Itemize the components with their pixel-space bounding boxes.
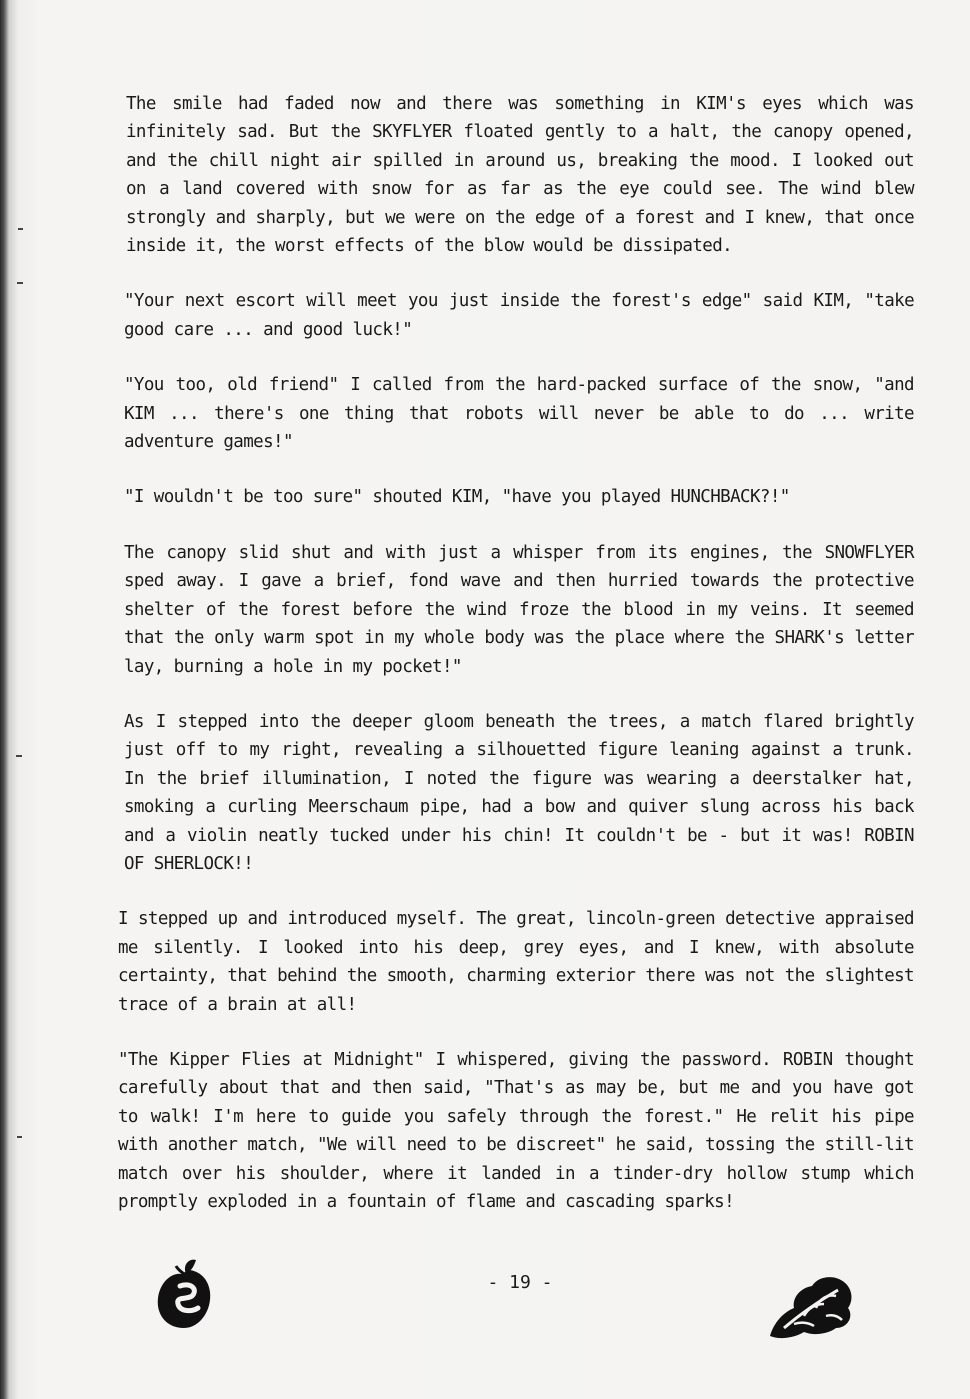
binding-mark xyxy=(16,755,22,757)
apple-logo-icon xyxy=(152,1256,218,1332)
paragraph-2: "Your next escort will meet you just inside the forest's edge" said KIM, "take good care ... and good luck!" xyxy=(124,291,914,340)
binding-mark xyxy=(17,282,23,284)
paragraph-5: The canopy slid shut and with just a whisper from its engines, the SNOWFLYER sped away. I gave a brief, fond wave and then hurried towards the protective shelter of the forest before the wind froze the blood in my veins. It seemed that the only warm spot in my whole body was the place where the SHARK's letter lay, burning a hole in my pocket!" xyxy=(124,542,914,677)
paragraph-4: "I wouldn't be too sure" shouted KIM, "have you played HUNCHBACK?!" xyxy=(124,487,790,508)
binding-mark xyxy=(18,228,23,230)
binding-mark xyxy=(17,1136,22,1138)
paragraph-1: The smile had faded now and there was something in KIM's eyes which was infinitely sad. But the SKYFLYER floated gently to a halt, the canopy opened, and the chill night air spilled in around us, breaking the mood. I looked out on a land covered with snow for as far as the eye could see. The wind blew strongly and sharply, but we were on the edge of a forest and I knew, that once inside it, the worst effects of the blow would be dissipated. xyxy=(126,94,914,257)
leaf-emblem-icon xyxy=(764,1272,856,1342)
paragraph-6: As I stepped into the deeper gloom beneath the trees, a match flared brightly just off to my right, revealing a silhouetted figure leaning against a trunk. In the brief illumination, I noted the figure was wearing a deerstalker hat, smoking a curling Meerschaum pipe, had a bow and quiver slung across his back and a violin neatly tucked under his chin! It couldn't be - but it was! ROBIN OF SHERLOCK!! xyxy=(124,711,914,874)
paragraph-7: I stepped up and introduced myself. The great, lincoln-green detective appraised me silently. I looked into his deep, grey eyes, and I knew, with absolute certainty, that behind the smooth, charming exterior there was not the slightest trace of a brain at all! xyxy=(118,909,914,1015)
body-text xyxy=(118,90,914,1243)
paragraph-8: "The Kipper Flies at Midnight" I whispered, giving the password. ROBIN thought carefully about that and then said, "That's as may be, but me and you have got to walk! I'm here to guide you safely through the forest." He relit his pipe with another match, "We will need to be discreet" he said, tossing the still-lit match over his shoulder, where it landed in a tinder-dry hollow stump which promptly exploded in a fountain of flame and cascading sparks! xyxy=(118,1049,914,1212)
page-number: - 19 - xyxy=(487,1272,553,1293)
paragraph-3: "You too, old friend" I called from the hard-packed surface of the snow, "and KIM ... there's one thing that robots will never be able to do ... write adventure games!" xyxy=(124,375,914,453)
